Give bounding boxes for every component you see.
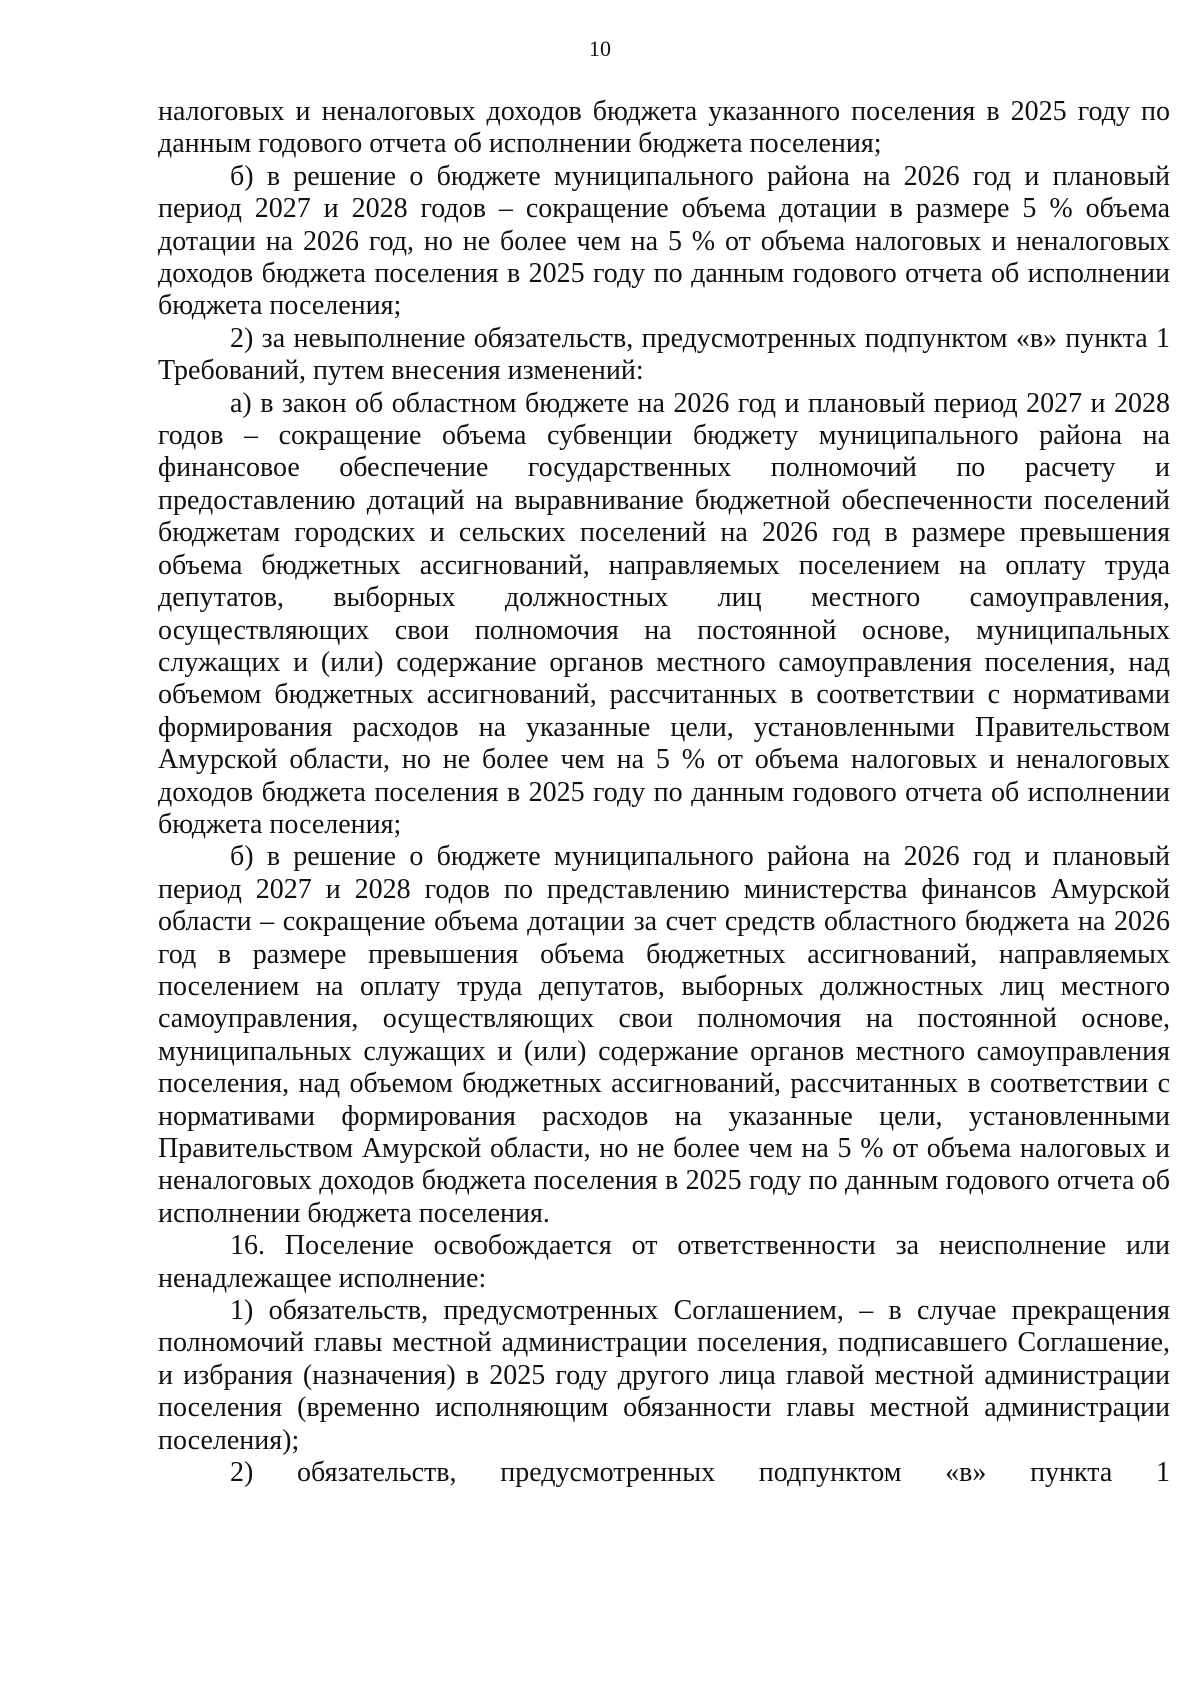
paragraph: 16. Поселение освобождается от ответственности за неисполнение или ненадлежащее исполнение: xyxy=(158,1230,1170,1294)
paragraph: б) в решение о бюджете муниципального района на 2026 год и плановый период 2027 и 2028 годов по представлению министерства финансов Амурской области – сокращение объема дотации за счет средств областного бюджета на 2026 год в размере превышения объема бюджетных ассигнований, направляемых поселением на оплату труда депутатов, выборных должностных лиц местного самоуправления, осуществляющих свои полномочия на постоянной основе, муниципальных служащих и (или) содержание органов местного самоуправления поселения, над объемом бюджетных ассигнований, рассчитанных в соответствии с нормативами формирования расходов на указанные цели, установленными Правительством Амурской области, но не более чем на 5 % от объема налоговых и неналоговых доходов бюджета поселения в 2025 году по данным годового отчета об исполнении бюджета поселения. xyxy=(158,841,1170,1229)
document-body xyxy=(158,96,1170,1489)
page-number: 10 xyxy=(589,36,611,61)
paragraph: 1) обязательств, предусмотренных Соглашением, – в случае прекращения полномочий главы местной администрации поселения, подписавшего Соглашение, и избрания (назначения) в 2025 году другого лица главой местной администрации поселения (временно исполняющим обязанности главы местной администрации поселения); xyxy=(158,1295,1170,1456)
paragraph: а) в закон об областном бюджете на 2026 год и плановый период 2027 и 2028 годов – сокращение объема субвенции бюджету муниципального района на финансовое обеспечение государственных полномочий по расчету и предоставлению дотаций на выравнивание бюджетной обеспеченности поселений бюджетам городских и сельских поселений на 2026 год в размере превышения объема бюджетных ассигнований, направляемых поселением на оплату труда депутатов, выборных должностных лиц местного самоуправления, осуществляющих свои полномочия на постоянной основе, муниципальных служащих и (или) содержание органов местного самоуправления поселения, над объемом бюджетных ассигнований, рассчитанных в соответствии с нормативами формирования расходов на указанные цели, установленными Правительством Амурской области, но не более чем на 5 % от объема налоговых и неналоговых доходов бюджета поселения в 2025 году по данным годового отчета об исполнении бюджета поселения; xyxy=(158,387,1170,840)
paragraph: 2) за невыполнение обязательств, предусмотренных подпунктом «в» пункта 1 Требований, путем внесения изменений: xyxy=(158,322,1170,387)
paragraph: б) в решение о бюджете муниципального района на 2026 год и плановый период 2027 и 2028 годов – сокращение объема дотации в размере 5 % объема дотации на 2026 год, но не более чем на 5 % от объема налоговых и неналоговых доходов бюджета поселения в 2025 году по данным годового отчета об исполнении бюджета поселения; xyxy=(158,160,1170,322)
paragraph: налоговых и неналоговых доходов бюджета указанного поселения в 2025 году по данным годового отчета об исполнении бюджета поселения; xyxy=(158,96,1170,160)
paragraph: 2) обязательств, предусмотренных подпунктом «в» пункта 1 xyxy=(230,1457,1170,1489)
